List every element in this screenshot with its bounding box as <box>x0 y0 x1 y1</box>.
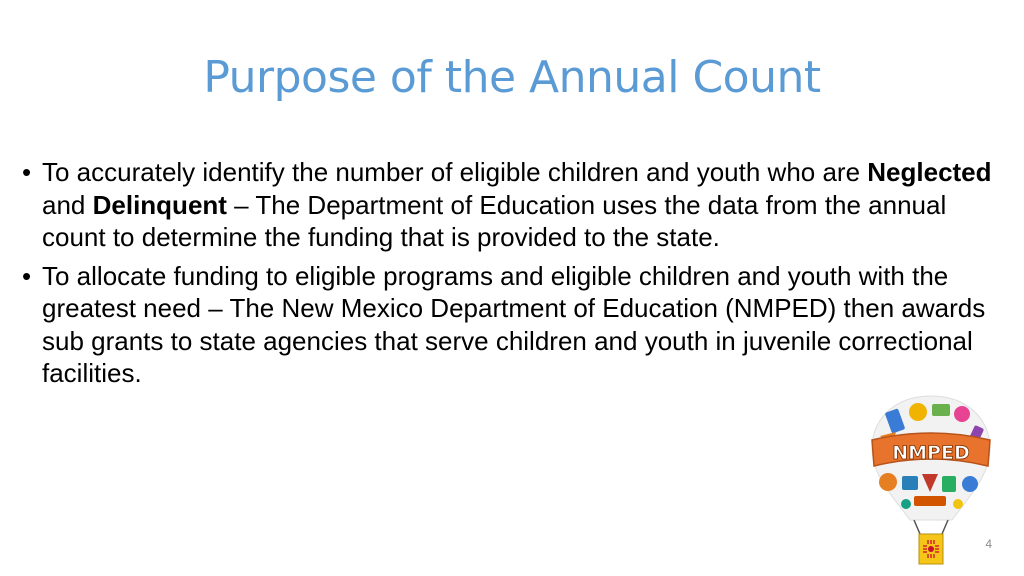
bullet-item-2 <box>22 260 997 390</box>
nmped-hot-air-balloon-logo-icon <box>866 392 996 568</box>
bullet-marker: • <box>22 260 32 291</box>
bullet-marker: • <box>22 157 32 187</box>
bullet-item-1 <box>22 156 997 254</box>
bullet-text-post: – The Department of Education uses the data from the annual count to determine the funding that is provided to the state. <box>42 189 947 252</box>
slide-title: Purpose of the Annual Count <box>203 52 821 103</box>
bullet-bold-delinquent: Delinquent <box>92 189 227 220</box>
bullet-text-pre: To accurately identify the number of eligible children and youth who are <box>42 157 868 187</box>
bullet-list <box>22 156 997 396</box>
bullet-text: To allocate funding to eligible programs and eligible children and youth with the greatest need – The New Mexico Department of Education (NMPED) then awards sub grants to state agencies that serve children and youth in juvenile correctional facilities. <box>42 260 986 388</box>
logo-text: NMPED <box>892 442 970 464</box>
bullet-bold-neglected: Neglected <box>867 157 992 187</box>
bullet-text-mid: and <box>42 189 93 220</box>
page-number: 4 <box>985 537 992 551</box>
